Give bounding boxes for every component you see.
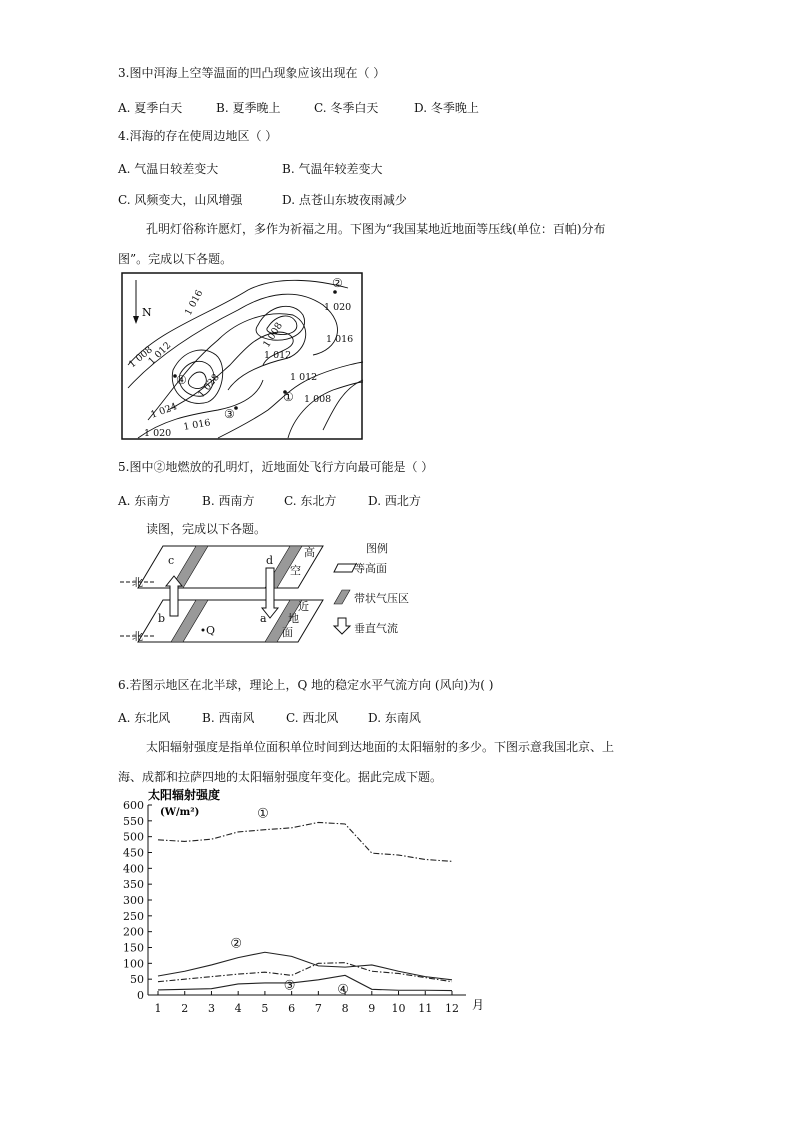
isobar-label: 1 008	[261, 320, 285, 350]
q3-option-a: A. 夏季白天	[118, 101, 183, 115]
q4-option-c: C. 风频变大，山风增强	[118, 193, 243, 207]
upper-label-2: 空	[290, 564, 301, 577]
intro3-line1: 太阳辐射强度是指单位面积单位时间到达地面的太阳辐射的多少。下图示意我国北京、上	[146, 740, 615, 754]
q5-option-a: A. 东南方	[118, 494, 171, 508]
x-tick-label: 10	[391, 1002, 406, 1015]
isobar-label: 1 020	[324, 302, 352, 313]
x-tick-label: 11	[418, 1002, 433, 1015]
y-tick-label: 300	[123, 894, 144, 907]
q4-option-b: B. 气温年较差变大	[282, 162, 383, 176]
isobar-label: 1 016	[326, 334, 354, 345]
pressure-diagram	[118, 538, 438, 648]
solar-radiation-chart	[110, 785, 490, 1020]
q5-stem: 5.图中②地燃放的孔明灯，近地面处飞行方向最可能是（ ）	[118, 460, 434, 474]
q4-stem: 4.洱海的存在使周边地区（ ）	[118, 129, 278, 143]
x-tick-label: 6	[288, 1002, 296, 1015]
isobar-label: 1 020	[144, 428, 172, 439]
lower-label-3: 面	[282, 626, 293, 639]
chart-ylabel: (W/m²)	[160, 807, 200, 818]
isobar-label: 1 024	[149, 401, 179, 421]
point-2-label: ②	[332, 276, 343, 290]
series-label: ②	[230, 936, 243, 952]
q6-option-c: C. 西北风	[286, 711, 339, 725]
point-1-label: ①	[283, 390, 294, 404]
x-tick-label: 4	[234, 1002, 242, 1015]
x-tick-label: 2	[181, 1002, 189, 1015]
isobar-label: 1 016	[182, 288, 206, 318]
intro2-line1: 读图，完成以下各题。	[146, 522, 267, 536]
isobar-label: 1 012	[146, 340, 174, 368]
q5-option-b: B. 西南方	[202, 494, 255, 508]
north-label-lower: 北	[132, 630, 143, 643]
q6-stem: 6.若图示地区在北半球，理论上，Q 地的稳定水平气流方向 (风向)为( )	[118, 678, 494, 692]
intro1-line1: 孔明灯俗称许愿灯，多作为祈福之用。下图为“我国某地近地面等压线(单位：百帕)分布	[146, 222, 606, 236]
isobar-map	[118, 270, 368, 442]
q4-option-d: D. 点苍山东坡夜雨减少	[282, 193, 407, 207]
x-tick-label: 8	[341, 1002, 349, 1015]
q6-option-d: D. 东南风	[368, 711, 421, 725]
q3-option-b: B. 夏季晚上	[216, 101, 281, 115]
label-q: Q	[206, 624, 216, 637]
y-tick-label: 0	[137, 989, 144, 1002]
label-d: d	[266, 554, 274, 567]
q6-option-b: B. 西南风	[202, 711, 255, 725]
north-label: N	[142, 306, 152, 319]
y-tick-label: 150	[123, 941, 144, 955]
legend-item-2: 带状气压区	[354, 592, 409, 605]
isobar-label: 1 028	[195, 372, 222, 400]
isobar-label: 1 008	[126, 344, 155, 371]
y-tick-label: 600	[123, 799, 144, 812]
isobar-label: 1 012	[290, 372, 318, 383]
q3-option-c: C. 冬季白天	[314, 101, 379, 115]
point-3-label: ③	[224, 407, 235, 421]
isobar-label: 1 016	[182, 417, 212, 433]
series-line	[158, 963, 452, 982]
q4-option-a: A. 气温日较差变大	[118, 162, 219, 176]
series-label: ④	[337, 982, 349, 998]
chart-xlabel: 月	[472, 998, 485, 1012]
series-line	[158, 822, 452, 861]
q5-option-c: C. 东北方	[284, 494, 337, 508]
x-tick-label: 7	[314, 1002, 322, 1015]
y-tick-label: 200	[123, 925, 144, 939]
legend-item-1: 等高面	[354, 562, 387, 575]
y-tick-label: 100	[123, 957, 144, 971]
point-4-label: ④	[176, 373, 187, 387]
x-tick-label: 12	[444, 1002, 459, 1015]
north-label-upper: 北	[132, 576, 143, 589]
upper-label-1: 高	[304, 546, 315, 559]
legend-title: 图例	[366, 542, 388, 555]
x-tick-label: 9	[368, 1002, 376, 1015]
isobar-label: 1 012	[264, 350, 292, 361]
q3-option-d: D. 冬季晚上	[414, 101, 479, 115]
series-label: ①	[257, 806, 269, 822]
label-c: c	[168, 554, 175, 567]
x-tick-label: 5	[261, 1002, 269, 1015]
label-b: b	[158, 612, 166, 625]
chart-title: 太阳辐射强度	[148, 788, 221, 802]
y-tick-label: 500	[123, 830, 144, 844]
y-tick-label: 350	[123, 878, 144, 892]
lower-label-2: 地	[288, 612, 299, 625]
y-tick-label: 550	[123, 814, 144, 828]
y-tick-label: 450	[123, 846, 144, 860]
label-a: a	[260, 612, 267, 625]
x-tick-label: 1	[154, 1002, 162, 1015]
series-label: ③	[283, 978, 296, 994]
y-tick-label: 250	[123, 909, 144, 923]
lower-label-1: 近	[298, 600, 309, 613]
isobar-label: 1 008	[304, 394, 332, 405]
intro1-line2: 图”。完成以下各题。	[118, 252, 233, 266]
q3-stem: 3.图中洱海上空等温面的凹凸现象应该出现在（ ）	[118, 66, 386, 80]
q5-option-d: D. 西北方	[368, 494, 421, 508]
x-tick-label: 3	[207, 1002, 215, 1015]
intro3-line2: 海、成都和拉萨四地的太阳辐射强度年变化。据此完成下题。	[118, 770, 443, 784]
legend-item-3: 垂直气流	[354, 622, 398, 635]
q6-option-a: A. 东北风	[118, 711, 171, 725]
series-line	[158, 975, 452, 990]
y-tick-label: 50	[130, 973, 144, 987]
y-tick-label: 400	[123, 862, 144, 876]
series-line	[158, 952, 452, 980]
